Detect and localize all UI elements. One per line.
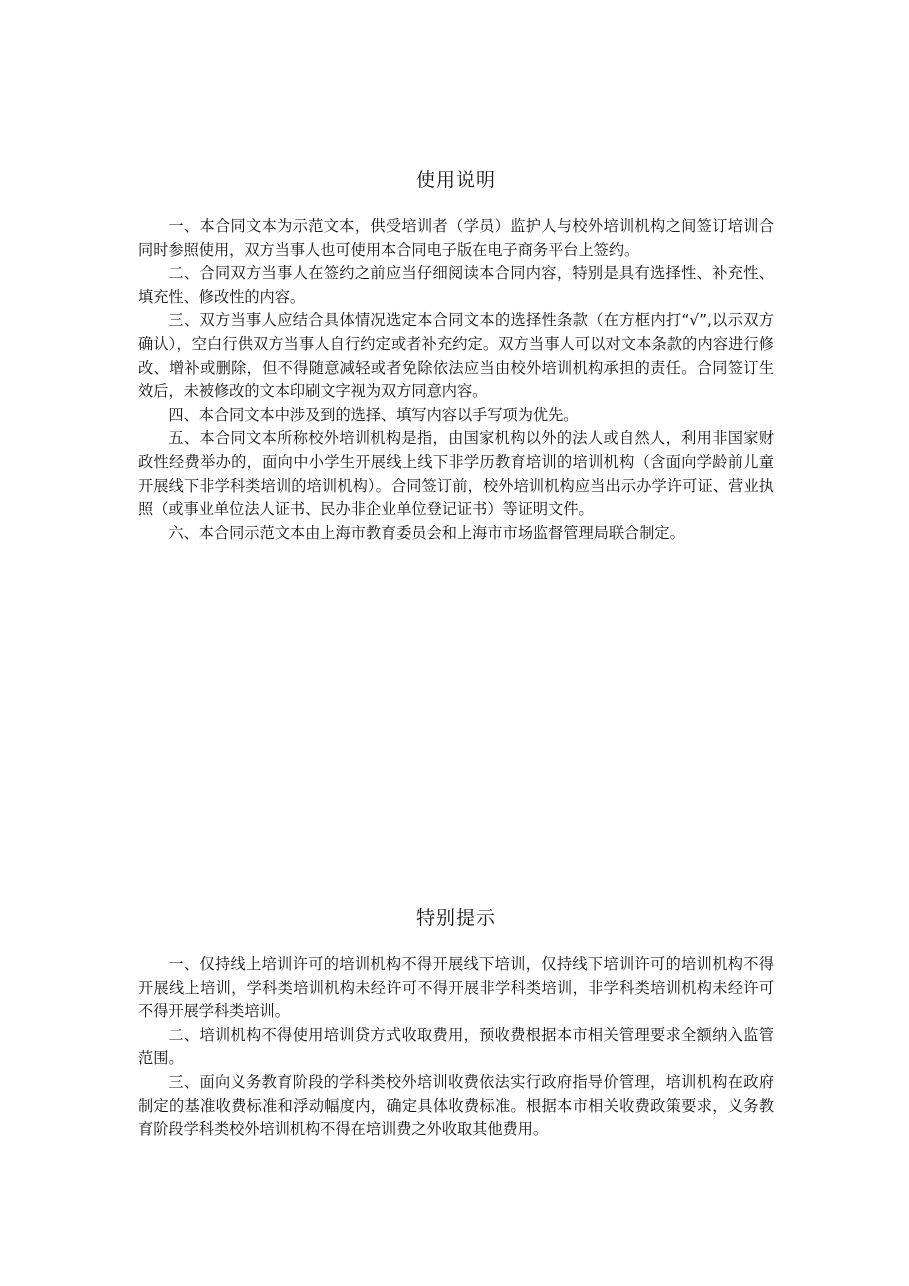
usage-paragraph-1: 一、本合同文本为示范文本，供受培训者（学员）监护人与校外培训机构之间签订培训合同时参照使用，双方当事人也可使用本合同电子版在电子商务平台上签约。 [138, 217, 774, 259]
usage-paragraph-4: 四、本合同文本中涉及到的选择、填写内容以手写项为优先。 [168, 405, 579, 424]
tips-paragraph-2: 二、培训机构不得使用培训贷方式收取费用，预收费根据本市相关管理要求全额纳入监管范围。 [138, 1025, 774, 1068]
usage-paragraph-6: 六、本合同示范文本由上海市教育委员会和上海市市场监督管理局联合制定。 [168, 523, 685, 542]
usage-instructions-section [138, 168, 774, 545]
usage-paragraph-2: 二、合同双方当事人在签约之前应当仔细阅读本合同内容，特别是具有选择性、补充性、填充性、修改性的内容。 [138, 264, 774, 306]
special-tips-title: 特别提示 [415, 907, 496, 929]
usage-paragraph-5: 五、本合同文本所称校外培训机构是指，由国家机构以外的法人或自然人，利用非国家财政性经费举办的，面向中小学生开展线上线下非学历教育培训的培训机构（含面向学龄前儿童开展线下非学科类培训的培训机构）。合同签订前，校外培训机构应当出示办学许可证、营业执照（或事业单位法人证书、民办非企业单位登记证书）等证明文件。 [138, 429, 774, 519]
tips-paragraph-1: 一、仅持线上培训许可的培训机构不得开展线下培训，仅持线下培训许可的培训机构不得开展线上培训，学科类培训机构未经许可不得开展非学科类培训，非学科类培训机构未经许可不得开展学科类培训。 [138, 955, 774, 1021]
usage-paragraph-3: 三、双方当事人应结合具体情况选定本合同文本的选择性条款（在方框内打“√”,以示双方确认），空白行供双方当事人自行约定或者补充约定。双方当事人可以对文本条款的内容进行修改、增补或删除，但不得随意减轻或者免除依法应当由校外培训机构承担的责任。合同签订生效后，未被修改的文本印刷文字视为双方同意内容。 [138, 311, 774, 401]
tips-paragraph-3: 三、面向义务教育阶段的学科类校外培训收费依法实行政府指导价管理，培训机构在政府制定的基准收费标准和浮动幅度内，确定具体收费标准。根据本市相关收费政策要求，义务教育阶段学科类校外培训机构不得在培训费之外收取其他费用。 [138, 1072, 774, 1139]
special-tips-section [138, 906, 774, 1142]
usage-instructions-title: 使用说明 [415, 169, 496, 191]
